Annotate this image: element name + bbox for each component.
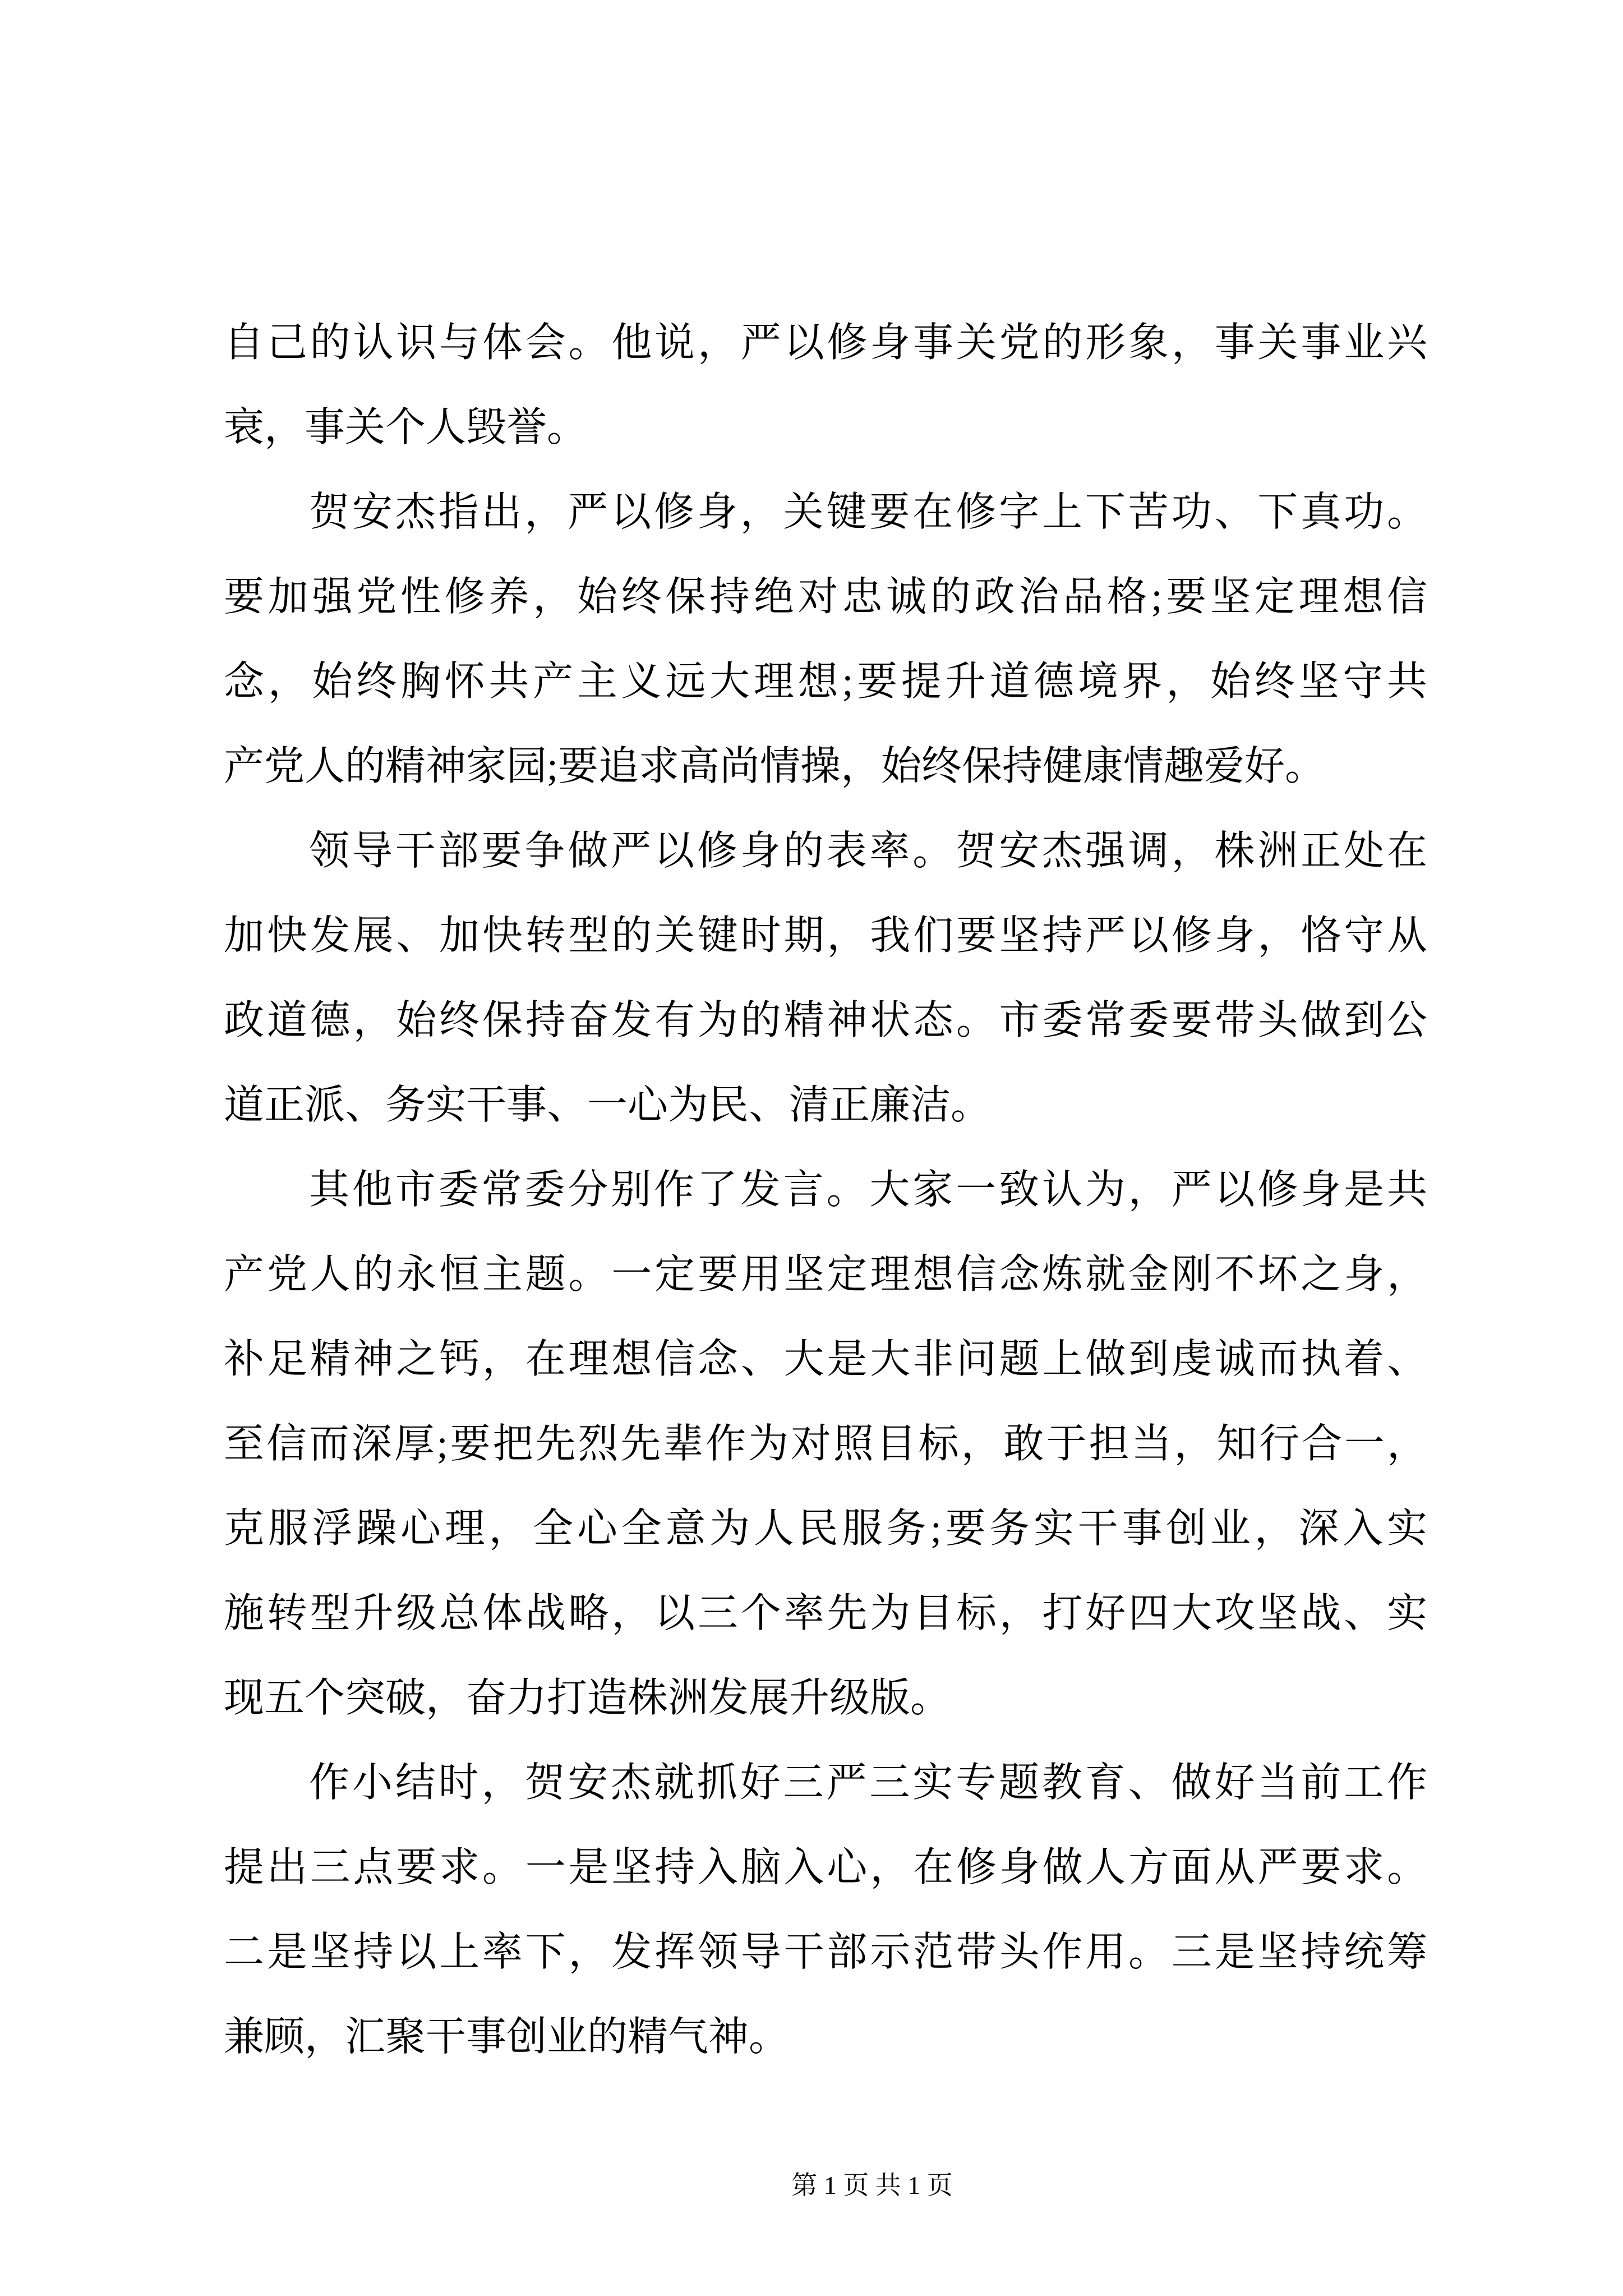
text-line: 加快发展、加快转型的关键时期，我们要坚持严以修身，恪守从 bbox=[224, 913, 1427, 958]
text-line: 补足精神之钙，在理想信念、大是大非问题上做到虔诚而执着、 bbox=[224, 1337, 1427, 1382]
body-text bbox=[224, 301, 1427, 2079]
text-line: 产党人的精神家园;要追求高尚情操，始终保持健康情趣爱好。 bbox=[224, 744, 1326, 789]
paragraph bbox=[224, 809, 1427, 1148]
text-line: 施转型升级总体战略，以三个率先为目标，打好四大攻坚战、实 bbox=[224, 1591, 1427, 1636]
text-line: 领导干部要争做严以修身的表率。贺安杰强调，株洲正处在 bbox=[309, 829, 1427, 873]
paragraph bbox=[224, 1148, 1427, 1741]
text-line: 兼顾，汇聚干事创业的精气神。 bbox=[224, 2014, 790, 2059]
text-line: 至信而深厚;要把先烈先辈作为对照目标，敢于担当，知行合一， bbox=[224, 1421, 1427, 1466]
text-line: 现五个突破，奋力打造株洲发展升级版。 bbox=[224, 1676, 951, 1720]
paragraph bbox=[224, 470, 1427, 809]
text-line: 提出三点要求。一是坚持入脑入心，在修身做人方面从严要求。 bbox=[224, 1845, 1427, 1890]
text-line: 贺安杰指出，严以修身，关键要在修字上下苦功、下真功。 bbox=[309, 490, 1427, 535]
page-number-label: 第 1 页 共 1 页 bbox=[791, 2171, 953, 2200]
text-line: 作小结时，贺安杰就抓好三严三实专题教育、做好当前工作 bbox=[309, 1760, 1427, 1805]
paragraph bbox=[224, 1741, 1427, 2079]
text-line: 道正派、务实干事、一心为民、清正廉洁。 bbox=[224, 1083, 992, 1128]
page-footer bbox=[0, 2135, 1623, 2200]
text-line: 衰，事关个人毁誉。 bbox=[224, 405, 588, 450]
text-line: 自己的认识与体会。他说，严以修身事关党的形象，事关事业兴 bbox=[224, 320, 1427, 365]
text-line: 要加强党性修养，始终保持绝对忠诚的政治品格;要坚定理想信 bbox=[224, 574, 1427, 619]
text-line: 其他市委常委分别作了发言。大家一致认为，严以修身是共 bbox=[309, 1167, 1427, 1212]
text-line: 念，始终胸怀共产主义远大理想;要提升道德境界，始终坚守共 bbox=[224, 659, 1427, 704]
text-line: 二是坚持以上率下，发挥领导干部示范带头作用。三是坚持统筹 bbox=[224, 1930, 1427, 1975]
text-line: 政道德，始终保持奋发有为的精神状态。市委常委要带头做到公 bbox=[224, 998, 1427, 1043]
text-line: 克服浮躁心理，全心全意为人民服务;要务实干事创业，深入实 bbox=[224, 1506, 1427, 1551]
paragraph bbox=[224, 301, 1427, 470]
text-line: 产党人的永恒主题。一定要用坚定理想信念炼就金刚不坏之身， bbox=[224, 1252, 1427, 1297]
